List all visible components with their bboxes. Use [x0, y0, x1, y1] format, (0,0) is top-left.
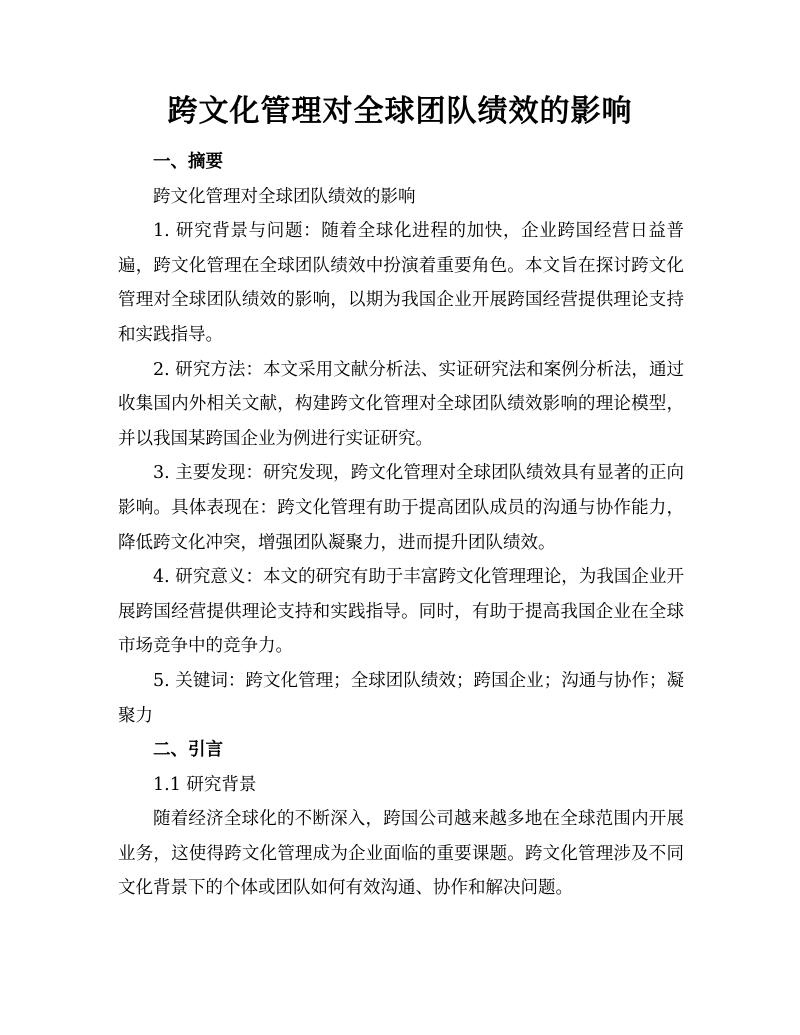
abstract-subtitle: 跨文化管理对全球团队绩效的影响 [153, 186, 416, 207]
paragraph-research-background: 1. 研究背景与问题：随着全球化进程的加快，企业跨国经营日益普遍，跨文化管理在全球团队绩效中扮演着重要角色。本文旨在探讨跨文化管理对全球团队绩效的影响，以期为我国企业开展跨国经营提供理论支持和实践指导。 [118, 221, 684, 345]
paragraph-keywords: 5. 关键词：跨文化管理；全球团队绩效；跨国企业；沟通与协作；凝聚力 [118, 670, 684, 726]
paragraph-main-findings: 3. 主要发现：研究发现，跨文化管理对全球团队绩效具有显著的正向影响。具体表现在：跨文化管理有助于提高团队成员的沟通与协作能力，降低跨文化冲突，增强团队凝聚力，进而提升团队绩效。 [118, 463, 684, 553]
paragraph-research-methods: 2. 研究方法：本文采用文献分析法、实证研究法和案例分析法，通过收集国内外相关文献，构建跨文化管理对全球团队绩效影响的理论模型，并以我国某跨国企业为例进行实证研究。 [118, 359, 684, 449]
subsection-heading-background: 1.1 研究背景 [153, 774, 257, 795]
section-heading-introduction: 二、引言 [153, 740, 223, 761]
document-body [118, 145, 684, 906]
document-title: 跨文化管理对全球团队绩效的影响 [167, 94, 633, 129]
paragraph-introduction-background: 随着经济全球化的不断深入，跨国公司越来越多地在全球范围内开展业务，这使得跨文化管理成为企业面临的重要课题。跨文化管理涉及不同文化背景下的个体或团队如何有效沟通、协作和解决问题。 [118, 809, 684, 899]
paragraph-research-significance: 4. 研究意义：本文的研究有助于丰富跨文化管理理论，为我国企业开展跨国经营提供理论支持和实践指导。同时，有助于提高我国企业在全球市场竞争中的竞争力。 [118, 567, 684, 657]
section-heading-abstract: 一、摘要 [153, 152, 223, 172]
